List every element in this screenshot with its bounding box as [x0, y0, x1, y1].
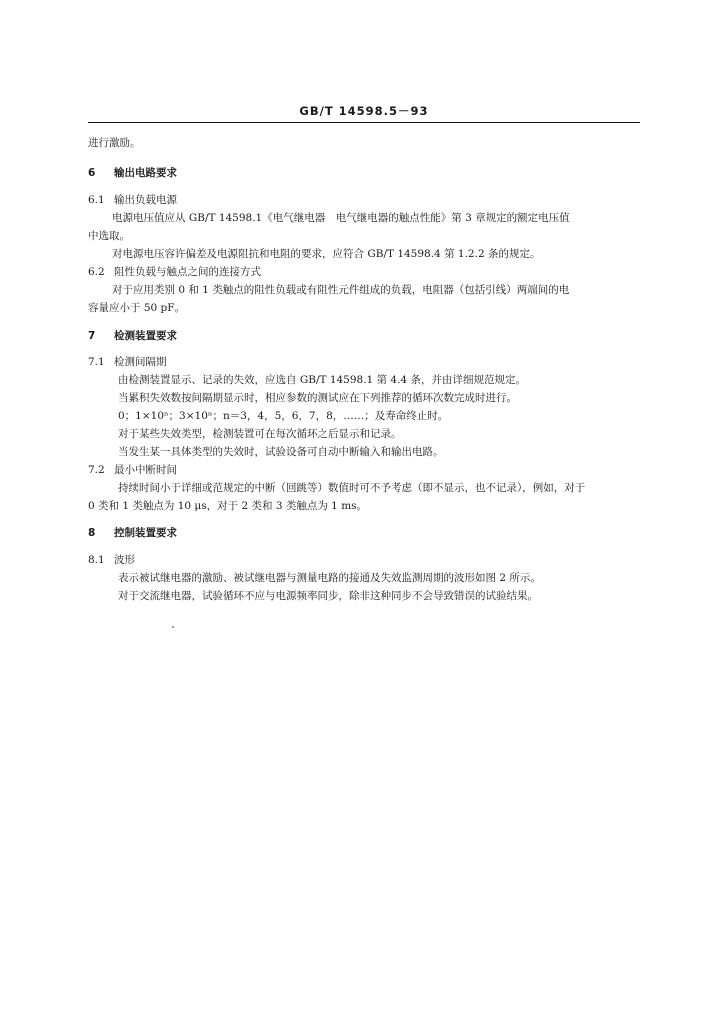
- page-header: GB/T 14598.5－93: [299, 104, 429, 118]
- section-heading-7: [88, 329, 177, 343]
- subsection-number: 7.2: [88, 464, 105, 476]
- subsection-number: 7.1: [88, 356, 105, 368]
- subsection-number: 6.2: [88, 266, 105, 278]
- text-line: 中选取。: [88, 230, 130, 242]
- section-number: 6: [88, 167, 96, 179]
- subsection-heading-6-1: [88, 193, 177, 207]
- text-line: 对于应用类别 0 和 1 类触点的阻性负载或有阻性元件组成的负载，电阻器（包括引线）两端间的电: [112, 284, 570, 296]
- header-rule: [88, 122, 640, 123]
- text-line: 0；1×10ⁿ；3×10ⁿ；n＝3，4，5，6，7，8，……；及寿命终止时。: [118, 410, 449, 422]
- subsection-title: 输出负载电源: [114, 194, 177, 206]
- subsection-title: 检测间隔期: [114, 356, 167, 368]
- subsection-heading-6-2: [88, 265, 261, 279]
- subsection-title: 最小中断时间: [114, 464, 177, 476]
- scan-speck: [172, 626, 174, 628]
- section-number: 8: [88, 527, 96, 539]
- subsection-title: 波形: [114, 554, 135, 566]
- subsection-heading-7-2: [88, 463, 177, 477]
- subsection-title: 阻性负载与触点之间的连接方式: [114, 266, 261, 278]
- section-title: 输出电路要求: [114, 167, 177, 179]
- text-line: 对电源电压容许偏差及电源阻抗和电阻的要求，应符合 GB/T 14598.4 第 1.2.2 条的规定。: [112, 248, 541, 260]
- text-line: 当发生某一具体类型的失效时，试验设备可自动中断输入和输出电路。: [118, 446, 444, 458]
- section-number: 7: [88, 330, 96, 342]
- text-line: 容量应小于 50 pF。: [88, 302, 186, 314]
- subsection-number: 6.1: [88, 194, 105, 206]
- section-heading-6: [88, 166, 177, 180]
- text-line: 对于某些失效类型，检测装置可在每次循环之后显示和记录。: [118, 428, 402, 440]
- text-line: 进行激励。: [88, 137, 141, 149]
- subsection-number: 8.1: [88, 554, 105, 566]
- section-heading-8: [88, 526, 177, 540]
- text-line: 0 类和 1 类触点为 10 μs，对于 2 类和 3 类触点为 1 ms。: [88, 500, 368, 512]
- text-line: 表示被试继电器的激励、被试继电器与测量电路的接通及失效监测周期的波形如图 2 所示。: [118, 572, 541, 584]
- subsection-heading-8-1: [88, 553, 135, 567]
- section-title: 控制装置要求: [114, 527, 177, 539]
- text-line: 电源电压值应从 GB/T 14598.1《电气继电器 电气继电器的触点性能》第 3 章规定的额定电压值: [112, 212, 570, 224]
- text-line: 对于交流继电器，试验循环不应与电源频率同步，除非这种同步不会导致错误的试验结果。: [118, 590, 538, 602]
- subsection-heading-7-1: [88, 355, 167, 369]
- text-line: 由检测装置显示、记录的失效，应选自 GB/T 14598.1 第 4.4 条，并由详细规范规定。: [118, 374, 526, 386]
- section-title: 检测装置要求: [114, 330, 177, 342]
- text-line: 持续时间小于详细或范规定的中断（回跳等）数值时可不予考虑（即不显示，也不记录），例如，对于: [118, 482, 586, 494]
- text-line: 当累积失效数按间隔期显示时，相应参数的测试应在下列推荐的循环次数完成时进行。: [118, 392, 517, 404]
